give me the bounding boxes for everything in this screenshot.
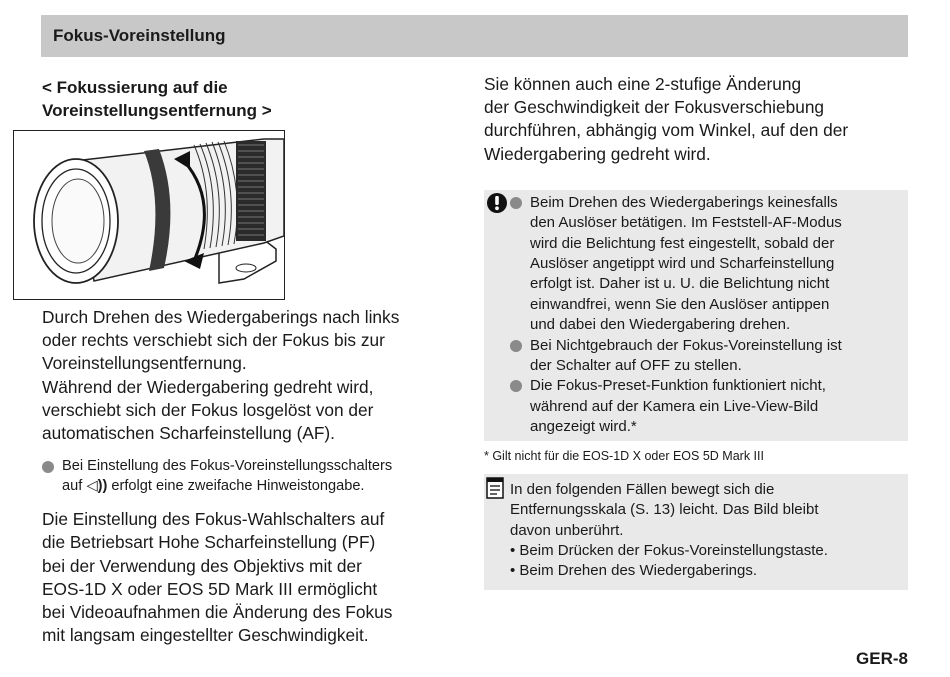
memo-line: In den folgenden Fällen bewegt sich die bbox=[510, 480, 775, 498]
para-1-line: Durch Drehen des Wiedergaberings nach links bbox=[42, 307, 400, 327]
caution-line: Bei Nichtgebrauch der Fokus-Voreinstellung ist bbox=[530, 336, 842, 354]
right-column bbox=[484, 73, 908, 590]
footnote: * Gilt nicht für die EOS-1D X oder EOS 5D Mark III bbox=[484, 448, 764, 463]
memo-box bbox=[484, 474, 908, 590]
lens-drawing bbox=[14, 131, 284, 299]
caution-line: erfolgt ist. Daher ist u. U. die Belichtung nicht bbox=[530, 275, 830, 293]
intro-line: Sie können auch eine 2-stufige Änderung bbox=[484, 74, 802, 94]
caution-line: wird die Belichtung fest eingestellt, sobald der bbox=[530, 234, 835, 252]
caution-icon bbox=[486, 192, 508, 214]
caution-line: Beim Drehen des Wiedergaberings keinesfalls bbox=[530, 193, 838, 211]
para-2-line: bei der Verwendung des Objektivs mit der bbox=[42, 555, 362, 576]
caution-item-text bbox=[530, 376, 826, 437]
caution-line: einwandfrei, wenn Sie den Auslöser antippen bbox=[530, 295, 830, 313]
beep-note-text bbox=[62, 457, 392, 496]
intro-line: der Geschwindigkeit der Fokusverschiebung bbox=[484, 97, 825, 118]
caution-line: der Schalter auf OFF zu stellen. bbox=[530, 357, 742, 375]
intro-line: durchführen, abhängig vom Winkel, auf den der bbox=[484, 120, 849, 141]
memo-line: davon unberührt. bbox=[510, 521, 624, 539]
caution-line: während auf der Kamera ein Live-View-Bild bbox=[530, 397, 819, 415]
caution-line: angezeigt wird.* bbox=[530, 418, 637, 436]
caution-line: Auslöser angetippt wird und Scharfeinstellung bbox=[530, 255, 835, 273]
bullet-dot bbox=[42, 461, 54, 473]
bullet-dot bbox=[510, 340, 522, 352]
intro-paragraph bbox=[484, 73, 908, 166]
para-2 bbox=[42, 508, 457, 647]
para-1 bbox=[42, 306, 457, 445]
memo-icon bbox=[486, 477, 504, 499]
subheading-line-1: < Fokussierung auf die bbox=[42, 78, 228, 97]
subheading bbox=[42, 76, 457, 122]
beep-note bbox=[42, 457, 457, 496]
bullet-dot bbox=[510, 197, 522, 209]
caution-line: Die Fokus-Preset-Funktion funktioniert nicht, bbox=[530, 377, 826, 395]
caution-line: und dabei den Wiedergabering drehen. bbox=[530, 316, 791, 334]
para-1-line: Voreinstellungsentfernung. bbox=[42, 353, 247, 374]
speaker-icon: ◁)) bbox=[86, 477, 108, 494]
para-2-line: mit langsam eingestellter Geschwindigkeit. bbox=[42, 625, 369, 646]
section-header bbox=[41, 15, 908, 57]
caution-line: den Auslöser betätigen. Im Feststell-AF-Modus bbox=[530, 214, 842, 232]
memo-bullet: • Beim Drehen des Wiedergaberings. bbox=[510, 562, 758, 580]
para-2-line: EOS-1D X oder EOS 5D Mark III ermöglicht bbox=[42, 578, 378, 599]
beep-note-line-1: Bei Einstellung des Fokus-Voreinstellungsschalters bbox=[62, 458, 393, 475]
intro-line: Wiedergabering gedreht wird. bbox=[484, 143, 711, 164]
caution-box bbox=[484, 190, 908, 441]
beep-note-post: erfolgt eine zweifache Hinweistongabe. bbox=[111, 477, 365, 494]
section-title: Fokus-Voreinstellung bbox=[53, 26, 226, 45]
beep-note-pre: auf bbox=[62, 477, 83, 494]
para-2-line: bei Videoaufnahmen die Änderung des Fokus bbox=[42, 602, 393, 623]
caution-item bbox=[510, 193, 896, 336]
caution-item-text bbox=[530, 336, 842, 377]
page-number: GER-8 bbox=[856, 649, 908, 668]
para-1-line: Während der Wiedergabering gedreht wird, bbox=[42, 376, 374, 397]
para-1-line: automatischen Scharfeinstellung (AF). bbox=[42, 423, 335, 444]
para-1-line: oder rechts verschiebt sich der Fokus bis zur bbox=[42, 330, 385, 351]
memo-line: Entfernungsskala (S. 13) leicht. Das Bild bleibt bbox=[510, 501, 819, 519]
caution-item bbox=[510, 336, 896, 377]
left-column bbox=[42, 76, 457, 647]
caution-item bbox=[510, 376, 896, 437]
memo-bullet: • Beim Drücken der Fokus-Voreinstellungstaste. bbox=[510, 541, 828, 559]
subheading-line-2: Voreinstellungsentfernung > bbox=[42, 101, 272, 120]
lens-illustration bbox=[13, 130, 285, 300]
para-1-line: verschiebt sich der Fokus losgelöst von der bbox=[42, 399, 374, 420]
caution-item-text bbox=[530, 193, 842, 336]
bullet-dot bbox=[510, 380, 522, 392]
para-2-line: Die Einstellung des Fokus-Wahlschalters auf bbox=[42, 509, 385, 530]
para-2-line: die Betriebsart Hohe Scharfeinstellung (PF) bbox=[42, 532, 376, 553]
